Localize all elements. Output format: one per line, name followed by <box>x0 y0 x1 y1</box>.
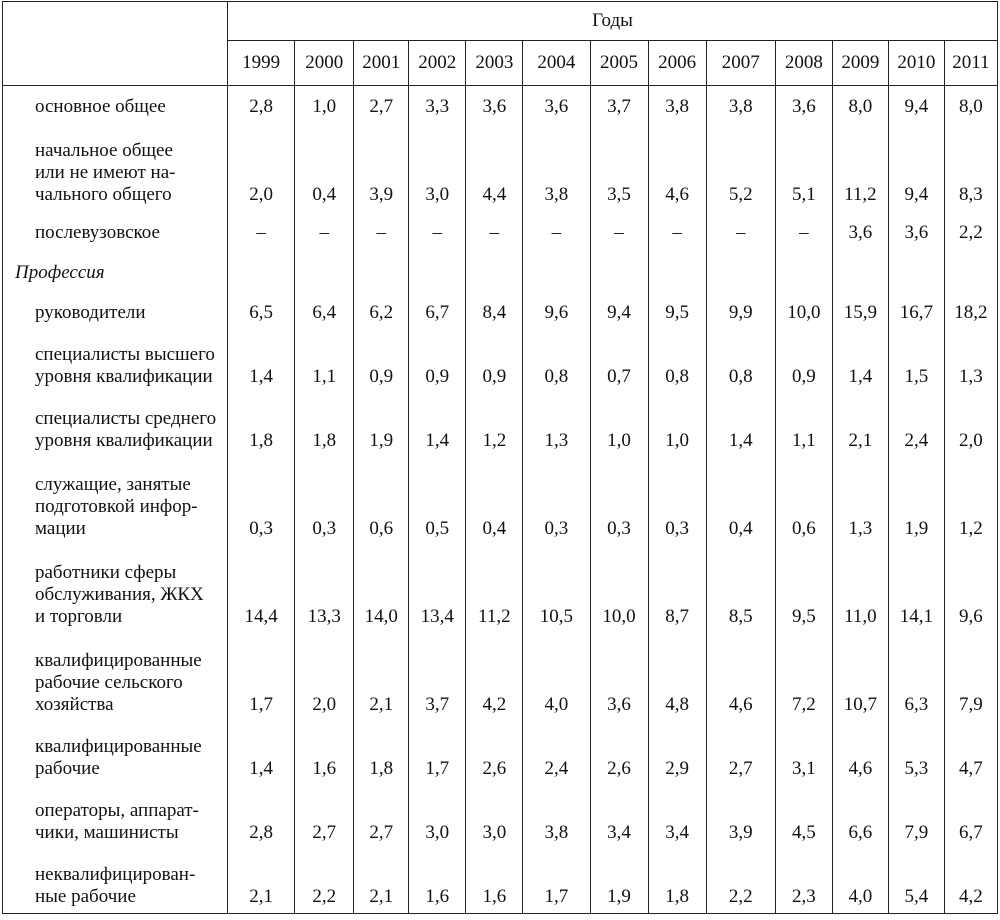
year-header-2000: 2000 <box>295 41 354 86</box>
cell-2006: 1,8 <box>648 850 706 914</box>
cell-2011: 9,6 <box>944 546 997 634</box>
cell-2006: 0,8 <box>648 330 706 394</box>
cell-2010: 1,5 <box>888 330 944 394</box>
table-row <box>3 86 998 124</box>
cell-2000: 2,0 <box>295 634 354 722</box>
table-row <box>3 850 998 914</box>
cell-1999: 1,8 <box>228 394 295 458</box>
cell-2004: 1,7 <box>523 850 590 914</box>
cell-2002: 3,0 <box>409 786 466 850</box>
cell-2006: 3,8 <box>648 86 706 124</box>
cell-2008: 1,1 <box>775 394 832 458</box>
cell-2004: 9,6 <box>523 290 590 330</box>
cell-2003: 4,4 <box>466 124 523 212</box>
table-row <box>3 394 998 458</box>
cell-2007: 3,9 <box>706 786 775 850</box>
cell-2010: 1,9 <box>888 458 944 546</box>
cell-2002: 0,9 <box>409 330 466 394</box>
table-body <box>3 86 998 914</box>
cell-2003: 4,2 <box>466 634 523 722</box>
cell-2001: 2,1 <box>354 634 409 722</box>
cell-2010: 6,3 <box>888 634 944 722</box>
cell-1999 <box>228 250 295 290</box>
cell-2007: 2,2 <box>706 850 775 914</box>
cell-2004: 3,8 <box>523 124 590 212</box>
cell-2009: 3,6 <box>832 212 888 250</box>
cell-2009: 4,6 <box>832 722 888 786</box>
cell-2011 <box>944 250 997 290</box>
cell-2003: 8,4 <box>466 290 523 330</box>
year-header-2008: 2008 <box>775 41 832 86</box>
cell-2006: 1,0 <box>648 394 706 458</box>
cell-2005: 0,7 <box>590 330 648 394</box>
table-row <box>3 330 998 394</box>
cell-2008: 3,1 <box>775 722 832 786</box>
year-header-2004: 2004 <box>523 41 590 86</box>
cell-2000: 0,3 <box>295 458 354 546</box>
cell-2002: 3,7 <box>409 634 466 722</box>
cell-2008: 0,9 <box>775 330 832 394</box>
table-row <box>3 786 998 850</box>
cell-2006: 4,6 <box>648 124 706 212</box>
cell-2006: 8,7 <box>648 546 706 634</box>
cell-2005: 0,3 <box>590 458 648 546</box>
cell-2010: 5,3 <box>888 722 944 786</box>
cell-2001: 14,0 <box>354 546 409 634</box>
cell-2001: 1,8 <box>354 722 409 786</box>
cell-2009 <box>832 250 888 290</box>
cell-2011: 1,3 <box>944 330 997 394</box>
row-label: квалифицированные рабочие <box>3 722 228 786</box>
cell-1999: 1,4 <box>228 330 295 394</box>
cell-2010: 2,4 <box>888 394 944 458</box>
row-label: служащие, занятые подготовкой инфор- мации <box>3 458 228 546</box>
table-row <box>3 546 998 634</box>
cell-2006: 4,8 <box>648 634 706 722</box>
cell-2007: – <box>706 212 775 250</box>
cell-2009: 1,3 <box>832 458 888 546</box>
cell-2000: 1,1 <box>295 330 354 394</box>
cell-1999: – <box>228 212 295 250</box>
cell-2009: 2,1 <box>832 394 888 458</box>
cell-2008: 5,1 <box>775 124 832 212</box>
cell-2011: 8,3 <box>944 124 997 212</box>
cell-2003: 11,2 <box>466 546 523 634</box>
cell-2011: 1,2 <box>944 458 997 546</box>
cell-2000: – <box>295 212 354 250</box>
cell-2004: 3,6 <box>523 86 590 124</box>
cell-2003: – <box>466 212 523 250</box>
table-row <box>3 458 998 546</box>
cell-1999: 6,5 <box>228 290 295 330</box>
cell-2010: 9,4 <box>888 124 944 212</box>
cell-2008: 4,5 <box>775 786 832 850</box>
cell-2005: 3,5 <box>590 124 648 212</box>
cell-2005: 9,4 <box>590 290 648 330</box>
cell-2006: 2,9 <box>648 722 706 786</box>
cell-2010: 5,4 <box>888 850 944 914</box>
cell-2010: 9,4 <box>888 86 944 124</box>
cell-2011: 2,2 <box>944 212 997 250</box>
cell-1999: 2,8 <box>228 786 295 850</box>
cell-2002: 6,7 <box>409 290 466 330</box>
cell-2011: 4,2 <box>944 850 997 914</box>
cell-2001: – <box>354 212 409 250</box>
cell-2007: 0,8 <box>706 330 775 394</box>
section-label: Профессия <box>3 250 228 290</box>
cell-1999: 2,8 <box>228 86 295 124</box>
cell-2004: 3,8 <box>523 786 590 850</box>
cell-2004: 0,8 <box>523 330 590 394</box>
cell-2000: 13,3 <box>295 546 354 634</box>
cell-2007: 2,7 <box>706 722 775 786</box>
table-row <box>3 212 998 250</box>
cell-2002: – <box>409 212 466 250</box>
cell-2001: 3,9 <box>354 124 409 212</box>
data-table <box>2 1 998 914</box>
cell-2003: 1,2 <box>466 394 523 458</box>
cell-2000: 1,0 <box>295 86 354 124</box>
cell-2010: 7,9 <box>888 786 944 850</box>
cell-2007: 1,4 <box>706 394 775 458</box>
cell-2003 <box>466 250 523 290</box>
cell-2008: 0,6 <box>775 458 832 546</box>
cell-2000: 6,4 <box>295 290 354 330</box>
cell-2009: 11,2 <box>832 124 888 212</box>
cell-2010 <box>888 250 944 290</box>
cell-2007 <box>706 250 775 290</box>
cell-1999: 1,4 <box>228 722 295 786</box>
cell-2002: 1,7 <box>409 722 466 786</box>
cell-2002: 3,3 <box>409 86 466 124</box>
cell-2003: 0,4 <box>466 458 523 546</box>
cell-2009: 6,6 <box>832 786 888 850</box>
cell-2004: 1,3 <box>523 394 590 458</box>
cell-2008 <box>775 250 832 290</box>
cell-2003: 3,0 <box>466 786 523 850</box>
cell-2001: 2,7 <box>354 786 409 850</box>
cell-2007: 9,9 <box>706 290 775 330</box>
cell-2011: 8,0 <box>944 86 997 124</box>
cell-1999: 2,1 <box>228 850 295 914</box>
cell-2011: 6,7 <box>944 786 997 850</box>
cell-1999: 1,7 <box>228 634 295 722</box>
cell-2002: 0,5 <box>409 458 466 546</box>
cell-2004: 0,3 <box>523 458 590 546</box>
row-label: работники сферы обслуживания, ЖКХ и торговли <box>3 546 228 634</box>
cell-2007: 0,4 <box>706 458 775 546</box>
cell-2011: 4,7 <box>944 722 997 786</box>
cell-2007: 3,8 <box>706 86 775 124</box>
years-group-header: Годы <box>228 2 998 41</box>
cell-2008: 7,2 <box>775 634 832 722</box>
cell-2007: 5,2 <box>706 124 775 212</box>
cell-2005: 3,7 <box>590 86 648 124</box>
row-label: операторы, аппарат- чики, машинисты <box>3 786 228 850</box>
cell-2009: 15,9 <box>832 290 888 330</box>
year-header-2010: 2010 <box>888 41 944 86</box>
cell-2001: 2,1 <box>354 850 409 914</box>
cell-2005 <box>590 250 648 290</box>
year-header-2006: 2006 <box>648 41 706 86</box>
cell-2005: 1,0 <box>590 394 648 458</box>
cell-2002: 1,4 <box>409 394 466 458</box>
cell-2005: 3,6 <box>590 634 648 722</box>
row-label: руководители <box>3 290 228 330</box>
cell-2001: 2,7 <box>354 86 409 124</box>
row-label: квалифицированные рабочие сельского хозяйства <box>3 634 228 722</box>
cell-2006: 3,4 <box>648 786 706 850</box>
year-header-2003: 2003 <box>466 41 523 86</box>
year-header-2002: 2002 <box>409 41 466 86</box>
cell-2011: 2,0 <box>944 394 997 458</box>
cell-2005: 10,0 <box>590 546 648 634</box>
table-row <box>3 722 998 786</box>
row-label: специалисты высшего уровня квалификации <box>3 330 228 394</box>
cell-1999: 2,0 <box>228 124 295 212</box>
table-row <box>3 290 998 330</box>
year-header-2007: 2007 <box>706 41 775 86</box>
cell-2004: 10,5 <box>523 546 590 634</box>
cell-2009: 4,0 <box>832 850 888 914</box>
cell-2003: 1,6 <box>466 850 523 914</box>
cell-2000: 1,8 <box>295 394 354 458</box>
cell-2005: 2,6 <box>590 722 648 786</box>
table-row <box>3 634 998 722</box>
cell-2001: 6,2 <box>354 290 409 330</box>
cell-2009: 10,7 <box>832 634 888 722</box>
cell-2008: 9,5 <box>775 546 832 634</box>
cell-2005: 3,4 <box>590 786 648 850</box>
cell-2010: 3,6 <box>888 212 944 250</box>
cell-2011: 18,2 <box>944 290 997 330</box>
row-label: основное общее <box>3 86 228 124</box>
year-header-2011: 2011 <box>944 41 997 86</box>
cell-2004: 2,4 <box>523 722 590 786</box>
cell-2004 <box>523 250 590 290</box>
row-label: неквалифицирован- ные рабочие <box>3 850 228 914</box>
cell-2002: 1,6 <box>409 850 466 914</box>
cell-2000: 1,6 <box>295 722 354 786</box>
cell-2008: 2,3 <box>775 850 832 914</box>
cell-1999: 0,3 <box>228 458 295 546</box>
cell-2007: 8,5 <box>706 546 775 634</box>
section-row <box>3 250 998 290</box>
cell-2006: – <box>648 212 706 250</box>
year-header-1999: 1999 <box>228 41 295 86</box>
cell-2003: 3,6 <box>466 86 523 124</box>
cell-2009: 11,0 <box>832 546 888 634</box>
cell-2008: 3,6 <box>775 86 832 124</box>
cell-2007: 4,6 <box>706 634 775 722</box>
cell-2001: 0,9 <box>354 330 409 394</box>
cell-1999: 14,4 <box>228 546 295 634</box>
cell-2010: 14,1 <box>888 546 944 634</box>
cell-2001 <box>354 250 409 290</box>
cell-2000: 2,2 <box>295 850 354 914</box>
cell-2006 <box>648 250 706 290</box>
cell-2006: 0,3 <box>648 458 706 546</box>
year-header-2005: 2005 <box>590 41 648 86</box>
table-row <box>3 124 998 212</box>
cell-2005: – <box>590 212 648 250</box>
cell-2009: 8,0 <box>832 86 888 124</box>
cell-2010: 16,7 <box>888 290 944 330</box>
cell-2005: 1,9 <box>590 850 648 914</box>
cell-2002: 13,4 <box>409 546 466 634</box>
year-header-2001: 2001 <box>354 41 409 86</box>
cell-2008: – <box>775 212 832 250</box>
row-label: послевузовское <box>3 212 228 250</box>
cell-2002 <box>409 250 466 290</box>
row-label: начальное общее или не имеют на- чального общего <box>3 124 228 212</box>
row-label: специалисты среднего уровня квалификации <box>3 394 228 458</box>
cell-2003: 2,6 <box>466 722 523 786</box>
cell-2006: 9,5 <box>648 290 706 330</box>
cell-2000 <box>295 250 354 290</box>
row-header-corner <box>3 2 228 86</box>
cell-2001: 0,6 <box>354 458 409 546</box>
cell-2004: 4,0 <box>523 634 590 722</box>
cell-2001: 1,9 <box>354 394 409 458</box>
year-header-2009: 2009 <box>832 41 888 86</box>
cell-2000: 0,4 <box>295 124 354 212</box>
cell-2002: 3,0 <box>409 124 466 212</box>
cell-2009: 1,4 <box>832 330 888 394</box>
cell-2000: 2,7 <box>295 786 354 850</box>
cell-2008: 10,0 <box>775 290 832 330</box>
cell-2011: 7,9 <box>944 634 997 722</box>
cell-2003: 0,9 <box>466 330 523 394</box>
cell-2004: – <box>523 212 590 250</box>
